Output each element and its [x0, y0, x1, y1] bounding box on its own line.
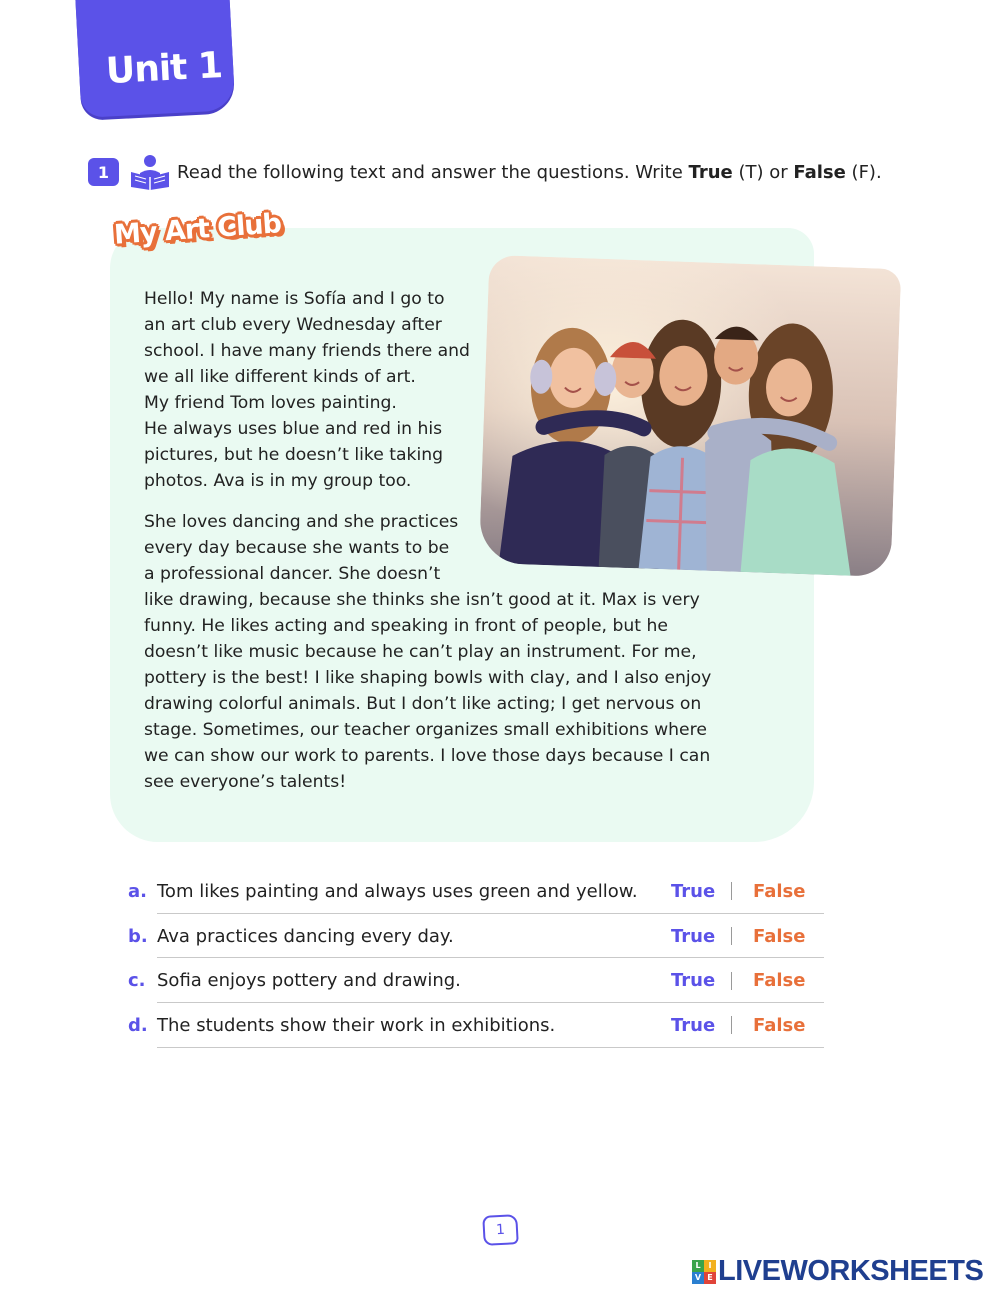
- liveworksheets-brand-text: LIVEWORKSHEETS: [718, 1255, 984, 1287]
- page-number: 1: [482, 1214, 519, 1246]
- option-divider: [731, 972, 732, 990]
- question-row: [128, 869, 824, 914]
- exercise-instruction: Read the following text and answer the questions. Write True (T) or False (F).: [177, 161, 882, 183]
- exercise-instruction-row: [88, 156, 882, 188]
- true-false-questions: [128, 869, 824, 1048]
- reading-paragraph-1: Hello! My name is Sofía and I go to an art club every Wednesday after school. I have many friends there and we all like different kinds of art. My friend Tom loves painting. He always uses blue and red in his pictures, but he doesn’t like taking photos. Ava is in my group too.: [144, 289, 470, 491]
- question-row: [128, 958, 824, 1003]
- question-text: Tom likes painting and always uses green and yellow.: [157, 880, 638, 902]
- option-divider: [731, 1016, 732, 1034]
- true-option[interactable]: True: [671, 880, 716, 902]
- liveworksheets-logo-icon: L I V E: [692, 1260, 716, 1284]
- false-option[interactable]: False: [753, 1014, 806, 1036]
- true-option[interactable]: True: [671, 1014, 716, 1036]
- question-row: [128, 914, 824, 959]
- reading-paragraph-2: She loves dancing and she practices every day because she wants to be a professional dancer. She doesn’t like drawing, because she thinks she isn’t good at it. Max is very funny. He likes acting and speaking in front of people, but he doesn’t like music because he can’t play an instrument. For me, pottery is the best! I like shaping bowls with clay, and I also enjoy drawing colorful animals. But I don’t like acting; I get nervous on stage. Sometimes, our teacher organizes small exhibitions where we can show our work to parents. I love those days because I can see everyone’s talents!: [144, 512, 712, 792]
- question-letter: b.: [128, 925, 148, 947]
- false-option[interactable]: False: [753, 970, 806, 992]
- liveworksheets-logo: [692, 1255, 983, 1288]
- true-option[interactable]: True: [671, 970, 716, 992]
- question-letter: d.: [128, 1014, 148, 1036]
- question-letter: a.: [128, 880, 147, 902]
- true-option[interactable]: True: [671, 925, 716, 947]
- option-divider: [731, 927, 732, 945]
- question-text: Sofia enjoys pottery and drawing.: [157, 970, 461, 992]
- unit-title: Unit 1: [105, 45, 223, 93]
- reading-person-icon: [128, 154, 172, 190]
- false-option[interactable]: False: [753, 880, 806, 902]
- reading-title: My Art Club: [113, 208, 282, 251]
- false-option[interactable]: False: [753, 925, 806, 947]
- question-row: [128, 1003, 824, 1048]
- question-letter: c.: [128, 970, 146, 992]
- option-divider: [731, 882, 732, 900]
- exercise-number-badge: 1: [88, 158, 119, 186]
- instruction-true-word: True: [688, 161, 733, 183]
- question-text: The students show their work in exhibitions.: [157, 1014, 556, 1036]
- instruction-false-word: False: [793, 161, 846, 183]
- question-text: Ava practices dancing every day.: [157, 925, 454, 947]
